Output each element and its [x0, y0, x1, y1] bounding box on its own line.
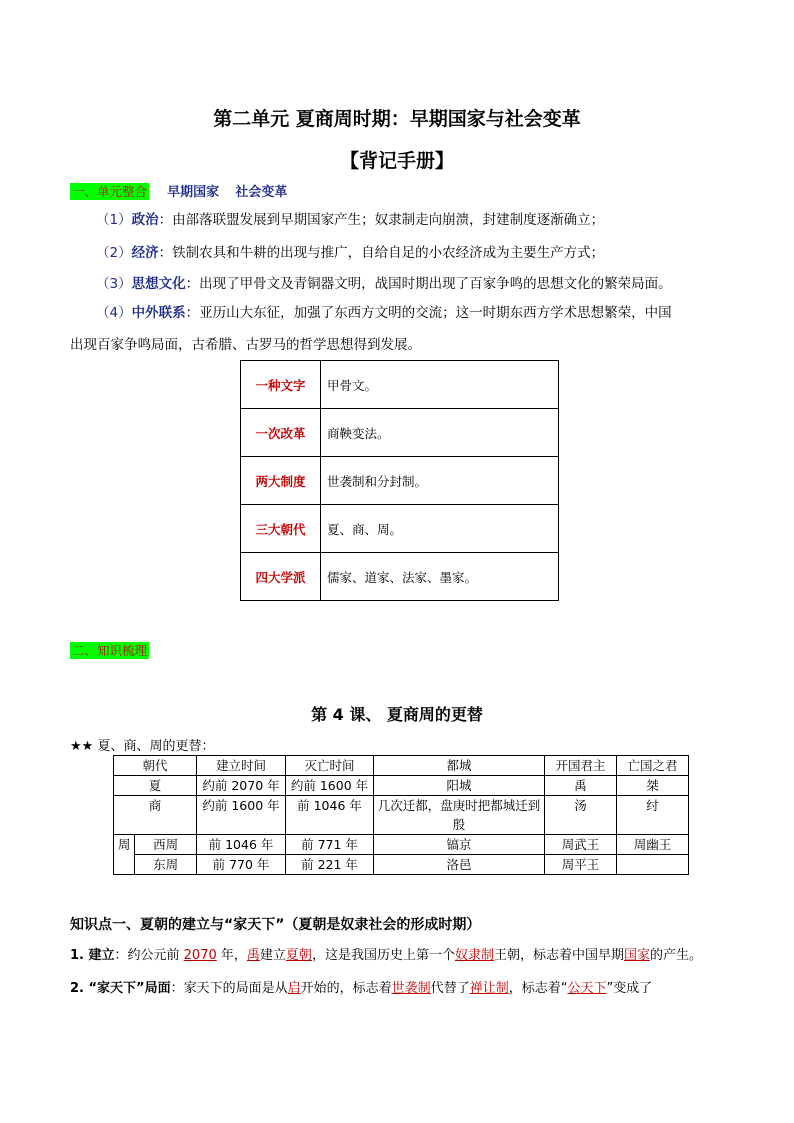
- line-text: ，标志着“: [508, 981, 568, 996]
- table-row: [114, 855, 689, 875]
- lesson-title: 第 4 课、 夏商周的更替: [311, 705, 483, 724]
- knowledge-line-2: [70, 980, 652, 998]
- table-cell: 商: [114, 796, 197, 835]
- summary-value: 儒家、道家、法家、墨家。: [321, 553, 559, 601]
- line-text: 年，: [216, 948, 247, 963]
- key-term: 2070: [183, 948, 217, 963]
- key-term: 禅让制: [469, 981, 509, 996]
- page-title: 第二单元 夏商周时期：早期国家与社会变革: [213, 108, 581, 130]
- summary-key: 一次改革: [241, 409, 321, 457]
- section1-heading: 一、单元整合: [72, 184, 148, 199]
- table-cell: 镐京: [374, 835, 545, 855]
- line-text: ：约公元前: [114, 948, 184, 963]
- table-header-row: [114, 756, 689, 776]
- column-header: 开国君主: [545, 756, 617, 776]
- item-text: ：铁制农具和牛耕的出现与推广，自给自足的小农经济成为主要生产方式；: [158, 245, 605, 261]
- line-text: 王朝，标志着中国早期: [493, 948, 624, 963]
- item-number: （2）: [96, 245, 132, 261]
- column-header: 灭亡时间: [286, 756, 374, 776]
- item-number: （1）: [96, 212, 132, 228]
- line-label: 1. 建立: [70, 948, 115, 963]
- item-foreign-continued: 出现百家争鸣局面，古希腊、古罗马的哲学思想得到发展。: [70, 337, 421, 353]
- line-text: 开始的，标志着: [300, 981, 392, 996]
- table-cell: 约前 2070 年: [197, 776, 286, 796]
- line-text: 建立: [259, 948, 286, 963]
- key-term: 公天下: [567, 981, 607, 996]
- table-cell: 约前 1600 年: [197, 796, 286, 835]
- table-row: [241, 553, 559, 601]
- item-label: 中外联系: [131, 305, 186, 321]
- table-cell: 夏: [114, 776, 197, 796]
- table-cell: 前 771 年: [286, 835, 374, 855]
- key-term: 禹: [246, 948, 260, 963]
- item-culture: [96, 274, 672, 294]
- table-cell: 约前 1600 年: [286, 776, 374, 796]
- table-cell: 前 770 年: [197, 855, 286, 875]
- key-term: 启: [287, 981, 301, 996]
- summary-key: 两大制度: [241, 457, 321, 505]
- item-label: 思想文化: [131, 276, 186, 292]
- table-cell: 前 1046 年: [197, 835, 286, 855]
- item-text: ：由部落联盟发展到早期国家产生；奴隶制走向崩溃，封建制度逐渐确立；: [158, 212, 605, 228]
- section1-heading-row: [70, 181, 287, 200]
- item-foreign: [96, 303, 672, 323]
- table-row: [241, 361, 559, 409]
- knowledge-line-1: [70, 947, 702, 965]
- item-text: ：亚历山大东征，加强了东西方文明的交流；这一时期东西方学术思想繁荣，中国: [185, 305, 672, 321]
- table-cell: 纣: [617, 796, 689, 835]
- summary-table: [240, 360, 559, 601]
- item-number: （4）: [96, 305, 132, 321]
- table-caption: ★★ 夏、商、周的更替：: [70, 739, 215, 754]
- summary-value: 甲骨文。: [321, 361, 559, 409]
- column-header: 都城: [374, 756, 545, 776]
- line-text: 代替了: [430, 981, 470, 996]
- table-cell: 汤: [545, 796, 617, 835]
- table-cell: 几次迁都，盘庚时把都城迁到殷: [374, 796, 545, 835]
- item-number: （3）: [96, 276, 132, 292]
- key-term: 奴隶制: [454, 948, 494, 963]
- column-header: 朝代: [114, 756, 197, 776]
- item-label: 政治: [131, 212, 159, 228]
- item-label: 经济: [131, 245, 159, 261]
- line-text: ，这是我国历史上第一个: [311, 948, 455, 963]
- item-economy: [96, 243, 604, 263]
- line-text: ：家天下的局面是从: [170, 981, 288, 996]
- item-politics: [96, 210, 604, 230]
- line-text: 的产生。: [650, 948, 703, 963]
- table-row: [241, 457, 559, 505]
- table-row: [114, 796, 689, 835]
- summary-value: 世袭制和分封制。: [321, 457, 559, 505]
- knowledge-point-heading: 知识点一、夏朝的建立与“家天下”（夏朝是奴隶社会的形成时期）: [70, 917, 481, 933]
- section2-heading-row: [70, 641, 149, 659]
- table-row: [114, 776, 689, 796]
- table-cell: 禹: [545, 776, 617, 796]
- table-cell: 洛邑: [374, 855, 545, 875]
- table-row: [241, 505, 559, 553]
- table-row: [114, 835, 689, 855]
- table-cell: 东周: [135, 855, 197, 875]
- table-cell: 前 1046 年: [286, 796, 374, 835]
- summary-key: 四大学派: [241, 553, 321, 601]
- table-cell: 前 221 年: [286, 855, 374, 875]
- summary-value: 夏、商、周。: [321, 505, 559, 553]
- key-term: 国家: [623, 948, 650, 963]
- table-cell: 周幽王: [617, 835, 689, 855]
- key-term: 世袭制: [391, 981, 431, 996]
- line-text: ”变成了: [606, 981, 653, 996]
- key-term: 夏朝: [285, 948, 312, 963]
- section2-heading: 二、知识梳理: [72, 643, 148, 658]
- item-text: ：出现了甲骨文及青铜器文明，战国时期出现了百家争鸣的思想文化的繁荣局面。: [185, 276, 672, 292]
- keyword-early-state: 早期国家: [167, 185, 220, 200]
- table-cell: 桀: [617, 776, 689, 796]
- table-cell: [617, 855, 689, 875]
- page-subtitle: 【背记手册】: [339, 150, 454, 172]
- table-cell: 西周: [135, 835, 197, 855]
- column-header: 建立时间: [197, 756, 286, 776]
- column-header: 亡国之君: [617, 756, 689, 776]
- table-cell: 周武王: [545, 835, 617, 855]
- summary-value: 商鞅变法。: [321, 409, 559, 457]
- keyword-social-change: 社会变革: [235, 185, 288, 200]
- summary-key: 三大朝代: [241, 505, 321, 553]
- table-cell: 周平王: [545, 855, 617, 875]
- table-cell: 周: [114, 835, 135, 875]
- table-cell: 阳城: [374, 776, 545, 796]
- dynasty-table: [113, 755, 689, 875]
- table-row: [241, 409, 559, 457]
- line-label: 2. “家天下”局面: [70, 981, 171, 996]
- summary-key: 一种文字: [241, 361, 321, 409]
